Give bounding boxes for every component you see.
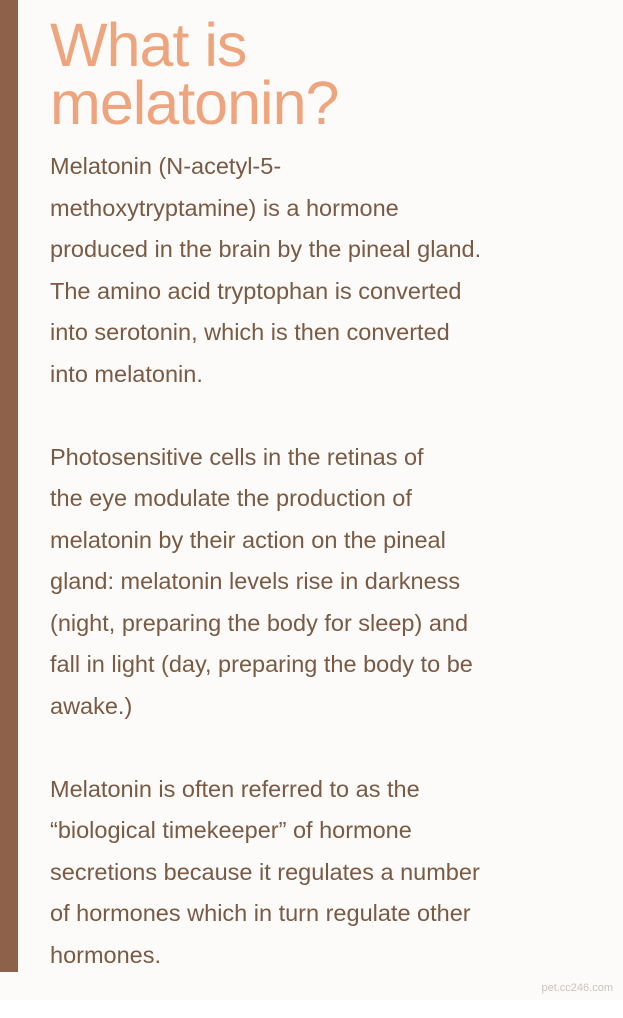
text-line: hormones. (50, 941, 162, 968)
text-line: into serotonin, which is then converted (50, 319, 450, 345)
article-body (50, 146, 610, 1018)
watermark-text: pet.cc246.com (541, 982, 613, 994)
title-line: What is (50, 11, 247, 79)
text-line: awake.) (50, 692, 133, 719)
text-line: into melatonin. (50, 360, 203, 387)
text-line: The amino acid tryptophan is converted (50, 277, 462, 304)
text-line: gland: melatonin levels rise in darkness (50, 568, 461, 594)
text-line: melatonin by their action on the pineal (50, 526, 446, 553)
accent-side-bar (0, 0, 18, 972)
paragraph-definition (50, 146, 610, 395)
paragraph-timekeeper (50, 769, 610, 977)
text-line: of hormones which in turn regulate other (50, 900, 471, 926)
text-line: the eye modulate the production of (50, 485, 412, 511)
article-title (50, 11, 610, 137)
text-line: fall in light (day, preparing the body to be (50, 651, 473, 677)
text-line: (night, preparing the body for sleep) and (50, 609, 469, 636)
text-line: Photosensitive cells in the retinas of (50, 443, 424, 470)
text-line: secretions because it regulates a number (50, 858, 480, 885)
text-line: Melatonin (N-acetyl-5- (50, 153, 282, 179)
text-line: “biological timekeeper” of hormone (50, 817, 412, 843)
paragraph-light-regulation (50, 437, 610, 728)
text-line: methoxytryptamine) is a hormone (50, 194, 399, 221)
text-line: Melatonin is often referred to as the (50, 775, 420, 802)
title-line: melatonin? (50, 69, 339, 137)
text-line: produced in the brain by the pineal gland. (50, 236, 482, 262)
